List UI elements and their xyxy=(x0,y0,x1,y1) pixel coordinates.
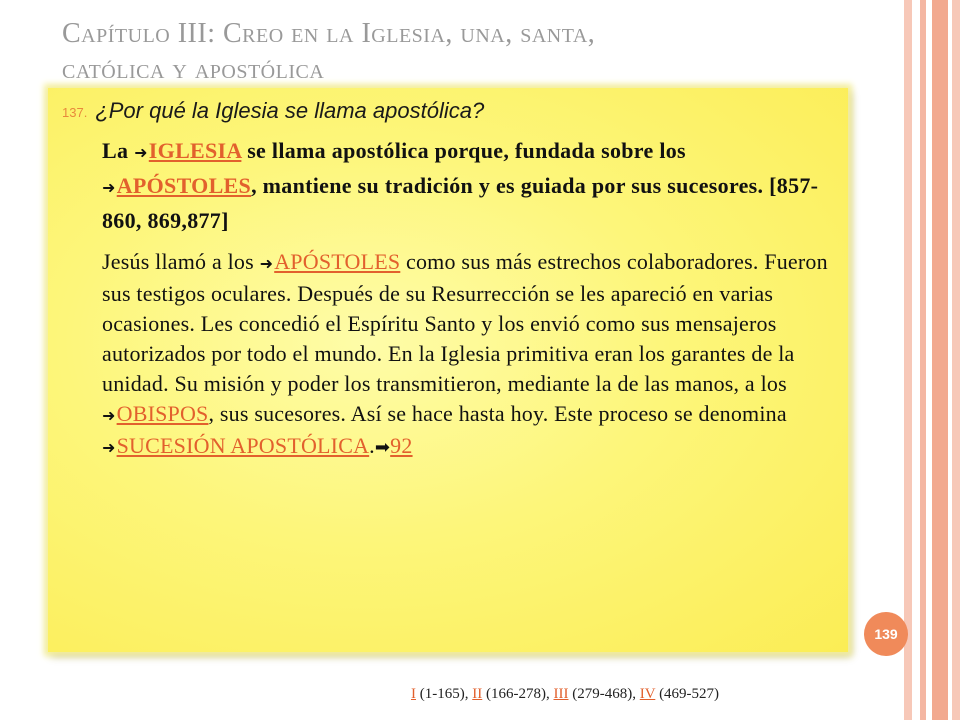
stripe xyxy=(904,0,912,720)
slide-title xyxy=(62,16,862,88)
answer-text: se llama apostólica porque, fundada sobre los xyxy=(241,137,686,163)
link-92[interactable]: 92 xyxy=(390,432,413,458)
arrow-right-icon: ➜ xyxy=(102,405,116,425)
stripe xyxy=(952,0,960,720)
stripe xyxy=(932,0,948,720)
link-obispos[interactable]: OBISPOS xyxy=(116,400,209,426)
thick-arrow-right-icon: ➡ xyxy=(374,436,391,458)
question xyxy=(62,96,834,128)
footer-range: (1-165), xyxy=(416,686,473,702)
arrow-right-icon: ➜ xyxy=(259,253,274,273)
footer-link-ii[interactable]: II xyxy=(472,686,483,702)
body-text: Jesús llamó a los xyxy=(102,248,260,274)
arrow-right-icon: ➜ xyxy=(134,142,148,162)
link-apostoles-2[interactable]: APÓSTOLES xyxy=(274,248,401,274)
link-iglesia[interactable]: IGLESIA xyxy=(148,137,242,163)
footer-range: (469-527) xyxy=(655,686,720,702)
question-text: ¿Por qué la Iglesia se llama apostólica? xyxy=(95,98,485,123)
arrow-right-icon: ➜ xyxy=(102,437,116,457)
sticky-note xyxy=(48,88,848,652)
link-sucesion-apostolica[interactable]: SUCESIÓN APOSTÓLICA xyxy=(116,432,370,458)
answer-text: , mantiene su tradición y es guiada por sus sucesores. [857-860, 869,877] xyxy=(102,172,819,233)
title-line-2: católica y apostólica xyxy=(62,54,325,85)
footer-link-iii[interactable]: III xyxy=(553,686,569,702)
body-paragraph xyxy=(102,247,834,463)
decorative-stripes xyxy=(898,0,960,720)
question-number: 137. xyxy=(62,104,88,120)
title-line-1: Capítulo III: Creo en la Iglesia, una, santa, xyxy=(62,18,596,49)
arrow-right-icon: ➜ xyxy=(102,177,116,197)
page-number-badge: 139 xyxy=(864,612,908,656)
body-text: , sus sucesores. Así se hace hasta hoy. Este proceso se denomina xyxy=(208,400,787,426)
footer-part-links xyxy=(411,686,851,703)
stripe xyxy=(920,0,926,720)
answer-paragraph xyxy=(102,134,834,237)
footer-range: (279-468), xyxy=(568,686,640,702)
answer-text: La xyxy=(102,137,135,163)
link-apostoles[interactable]: APÓSTOLES xyxy=(116,172,252,198)
footer-range: (166-278), xyxy=(482,686,554,702)
footer-link-iv[interactable]: IV xyxy=(639,686,656,702)
body-text: como sus más estrechos colaboradores. Fueron sus testigos oculares. Después de su Resurrección se les apareció en varias ocasiones. Les concedió el Espíritu Santo y los envió como sus mensajeros autorizados por todo el mundo. En la Iglesia primitiva eran los garantes de la unidad. Su misión y poder los transmitieron, mediante la de las manos, a los xyxy=(102,248,828,396)
body-text: . xyxy=(369,432,375,458)
footer-link-i[interactable]: I xyxy=(411,686,416,702)
